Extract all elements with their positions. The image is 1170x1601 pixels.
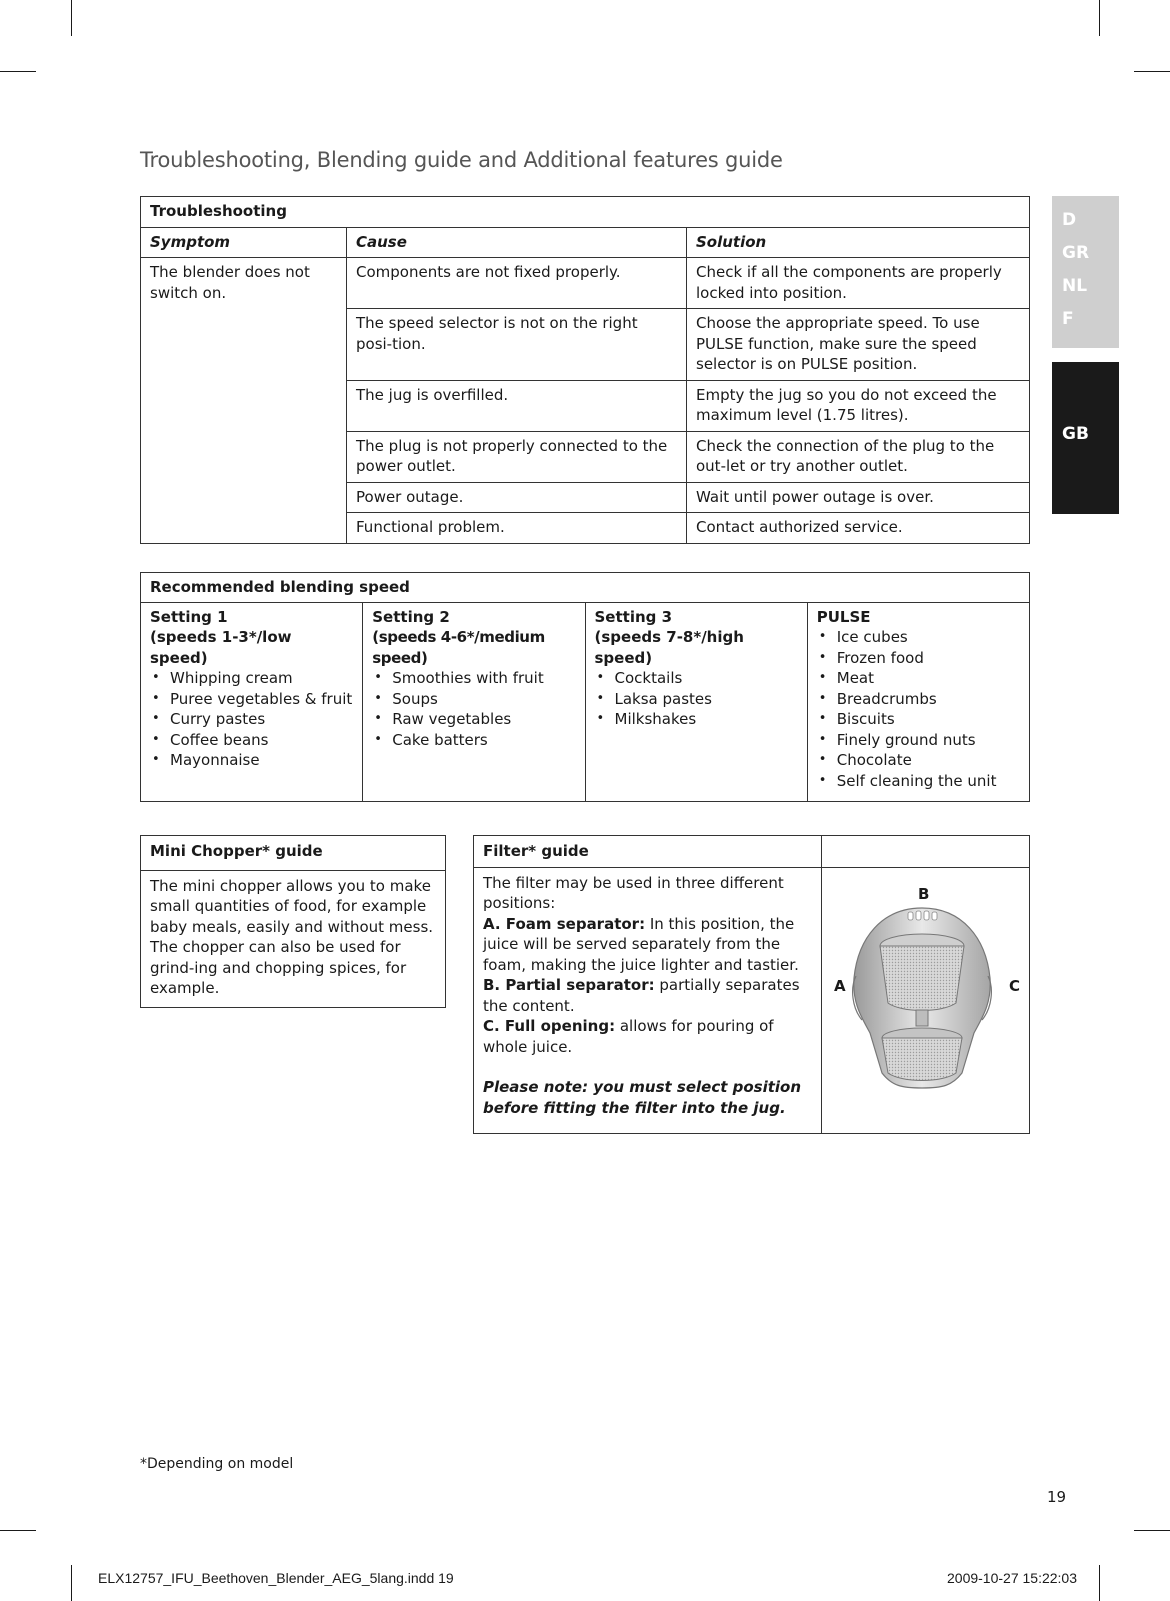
filter-figure-cell [822, 867, 1030, 1133]
mini-chopper-text: The mini chopper allows you to make small quantities of food, for example baby meals, easily and without mess. The chopper can also be used for grind-ing and chopping spices, for example. [141, 870, 446, 1007]
symptom-cell: The blender does not switch on. [141, 258, 347, 544]
table-row [141, 258, 1030, 309]
cause-cell: The jug is overfilled. [347, 380, 687, 431]
footnote: *Depending on model [140, 1456, 294, 1472]
list-item: • Mayonnaise [150, 750, 353, 771]
filter-guide-table [473, 835, 1030, 1134]
filter-figure-header [822, 836, 1030, 868]
crop-mark [1134, 1530, 1170, 1531]
setting-title: Setting 3 [594, 607, 673, 626]
crop-mark [1099, 0, 1100, 36]
tab-language-gr: GR [1062, 243, 1090, 263]
list-item: • Cocktails [595, 668, 798, 689]
list-item: • Soups [372, 689, 575, 710]
language-tab-active [1052, 362, 1119, 514]
filter-b-label: B. Partial separator: [483, 976, 655, 994]
filter-b-text: partially separates the content. [483, 976, 800, 1015]
filter-text [474, 867, 822, 1133]
setting-title: PULSE [816, 607, 871, 626]
list-item: • Ice cubes [817, 627, 1020, 648]
column-header-solution: Solution [687, 227, 1030, 258]
setting-title: Setting 1 [150, 607, 228, 626]
troubleshooting-table [140, 196, 1030, 544]
cause-cell: The plug is not properly connected to the power outlet. [347, 431, 687, 482]
tab-language-d: D [1062, 210, 1077, 230]
solution-cell: Choose the appropriate speed. To use PULSE function, make sure the speed selector is on PULSE position. [687, 309, 1030, 381]
setting-list [372, 668, 575, 750]
crop-mark [71, 0, 72, 36]
tab-language-nl: NL [1062, 276, 1088, 296]
solution-cell: Check if all the components are properly locked into position. [687, 258, 1030, 309]
column-header-cause: Cause [347, 227, 687, 258]
setting-speeds: (speeds 4-6*/medium speed) [372, 628, 545, 667]
mini-chopper-table [140, 835, 446, 1008]
column-header-symptom: Symptom [141, 227, 347, 258]
mini-chopper-heading: Mini Chopper* guide [141, 836, 446, 871]
list-item: • Breadcrumbs [817, 689, 1020, 710]
setting-3-cell [585, 602, 807, 801]
solution-cell: Empty the jug so you do not exceed the maximum level (1.75 litres). [687, 380, 1030, 431]
tab-language-f: F [1062, 309, 1074, 329]
list-item: • Chocolate [817, 750, 1020, 771]
language-tabs-inactive [1052, 196, 1119, 348]
list-item: • Raw vegetables [372, 709, 575, 730]
blending-speed-table [140, 572, 1030, 802]
crop-mark [1099, 1565, 1100, 1601]
list-item: • Cake batters [372, 730, 575, 751]
setting-list [595, 668, 798, 730]
setting-title: Setting 2 [372, 607, 450, 626]
setting-list [150, 668, 353, 771]
filter-c-text: allows for pouring of whole juice. [483, 1017, 774, 1056]
list-item: • Finely ground nuts [817, 730, 1020, 751]
list-item: • Frozen food [817, 648, 1020, 669]
crop-mark [0, 71, 36, 72]
cause-cell: Power outage. [347, 482, 687, 513]
list-item: • Coffee beans [150, 730, 353, 751]
crop-mark [0, 1530, 36, 1531]
list-item: • Milkshakes [595, 709, 798, 730]
setting-speeds: (speeds 1-3*/low speed) [150, 628, 292, 667]
filter-c-label: C. Full opening: [483, 1017, 616, 1035]
setting-1-cell [141, 602, 363, 801]
filter-intro: The filter may be used in three different positions: [483, 873, 784, 912]
figure-label-b: B [918, 884, 930, 903]
troubleshooting-heading: Troubleshooting [141, 197, 1030, 228]
page-number: 19 [1047, 1488, 1067, 1506]
list-item: • Biscuits [817, 709, 1020, 730]
filter-heading: Filter* guide [474, 836, 822, 868]
page-title: Troubleshooting, Blending guide and Additional features guide [140, 148, 783, 172]
filter-a-label: A. Foam separator: [483, 914, 646, 933]
filter-illustration [822, 868, 1029, 1133]
pulse-cell [807, 602, 1029, 801]
figure-label-a: A [834, 976, 846, 995]
cause-cell: The speed selector is not on the right posi-tion. [347, 309, 687, 381]
tab-language-gb: GB [1062, 424, 1089, 444]
filter-a-text: In this position, the juice will be served separately from the foam, making the juice lighter and tastier. [483, 914, 799, 974]
filter-note: Please note: you must select position before fitting the filter into the jug. [483, 1078, 802, 1117]
setting-speeds: (speeds 7-8*/high speed) [594, 628, 744, 667]
blending-heading: Recommended blending speed [141, 573, 1030, 603]
list-item: • Smoothies with fruit [372, 668, 575, 689]
solution-cell: Contact authorized service. [687, 513, 1030, 544]
slug-timestamp: 2009-10-27 15:22:03 [947, 1570, 1077, 1586]
crop-mark [71, 1565, 72, 1601]
filter-drawing [822, 868, 1029, 1133]
crop-mark [1134, 71, 1170, 72]
list-item: • Whipping cream [150, 668, 353, 689]
solution-cell: Check the connection of the plug to the out-let or try another outlet. [687, 431, 1030, 482]
list-item: • Puree vegetables & fruit [150, 689, 353, 710]
setting-list [817, 627, 1020, 791]
figure-label-c: C [1009, 976, 1021, 995]
list-item: • Meat [817, 668, 1020, 689]
setting-2-cell [363, 602, 585, 801]
list-item: • Self cleaning the unit [817, 771, 1020, 792]
list-item: • Laksa pastes [595, 689, 798, 710]
cause-cell: Functional problem. [347, 513, 687, 544]
list-item: • Curry pastes [150, 709, 353, 730]
cause-cell: Components are not fixed properly. [347, 258, 687, 309]
solution-cell: Wait until power outage is over. [687, 482, 1030, 513]
slug-filename: ELX12757_IFU_Beethoven_Blender_AEG_5lang.indd 19 [98, 1570, 454, 1586]
